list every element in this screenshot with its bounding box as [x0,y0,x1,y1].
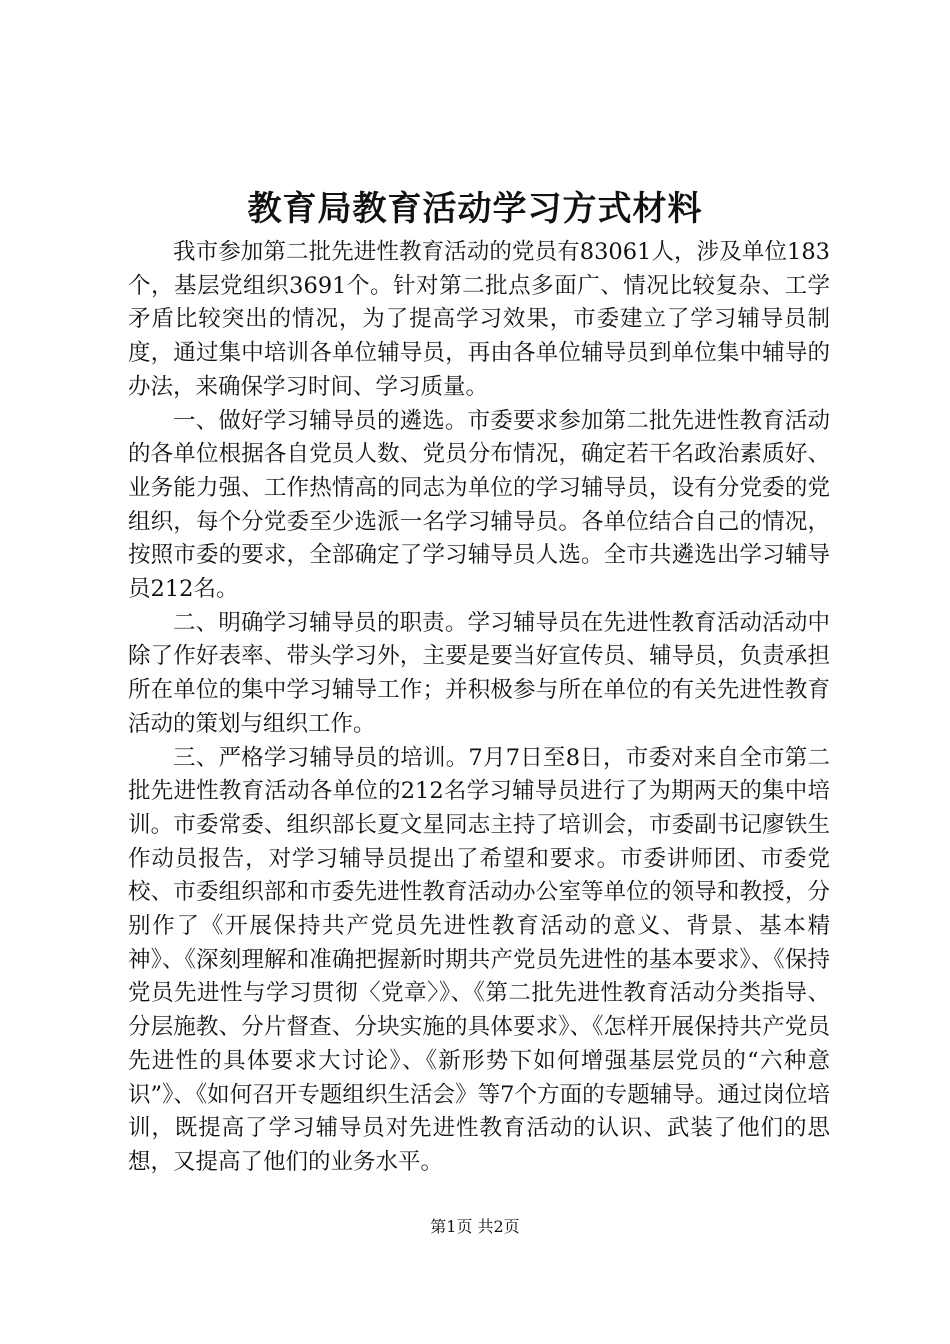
paragraph-duties: 二、明确学习辅导员的职责。学习辅导员在先进性教育活动活动中除了作好表率、带头学习外，主要是要当好宣传员、辅导员，负责承担所在单位的集中学习辅导工作；并积极参与所在单位的有关先进性教育活动的策划与组织工作。 [128,609,830,737]
page-footer: 第1页 共2页 [430,1217,520,1236]
paragraph-intro: 我市参加第二批先进性教育活动的党员有83061人，涉及单位183个，基层党组织3691个。针对第二批点多面广、情况比较复杂、工学矛盾比较突出的情况，为了提高学习效果，市委建立了学习辅导员制度，通过集中培训各单位辅导员，再由各单位辅导员到单位集中辅导的办法，来确保学习时间、学习质量。 [128,239,830,400]
document-title: 教育局教育活动学习方式材料 [247,189,703,229]
paragraph-selection: 一、做好学习辅导员的遴选。市委要求参加第二批先进性教育活动的各单位根据各自党员人数、党员分布情况，确定若干名政治素质好、业务能力强、工作热情高的同志为单位的学习辅导员，设有分党委的党组织，每个分党委至少选派一名学习辅导员。各单位结合自己的情况，按照市委的要求，全部确定了学习辅导员人选。全市共遴选出学习辅导员212名。 [128,407,830,603]
document-body [128,236,830,1180]
paragraph-training: 三、严格学习辅导员的培训。7月7日至8日，市委对来自全市第二批先进性教育活动各单位的212名学习辅导员进行了为期两天的集中培训。市委常委、组织部长夏文星同志主持了培训会，市委副书记廖铁生作动员报告，对学习辅导员提出了希望和要求。市委讲师团、市委党校、市委组织部和市委先进性教育活动办公室等单位的领导和教授，分别作了《开展保持共产党员先进性教育活动的意义、背景、基本精神》、《深刻理解和准确把握新时期共产党员先进性的基本要求》、《保持党员先进性与学习贯彻〈党章〉》、《第二批先进性教育活动分类指导、分层施教、分片督查、分块实施的具体要求》、《怎样开展保持共产党员先进性的具体要求大讨论》、《新形势下如何增强基层党员的“六种意识”》、《如何召开专题组织生活会》等7个方面的专题辅导。通过岗位培训，既提高了学习辅导员对先进性教育活动的认识、武装了他们的思想，又提高了他们的业务水平。 [128,744,830,1175]
